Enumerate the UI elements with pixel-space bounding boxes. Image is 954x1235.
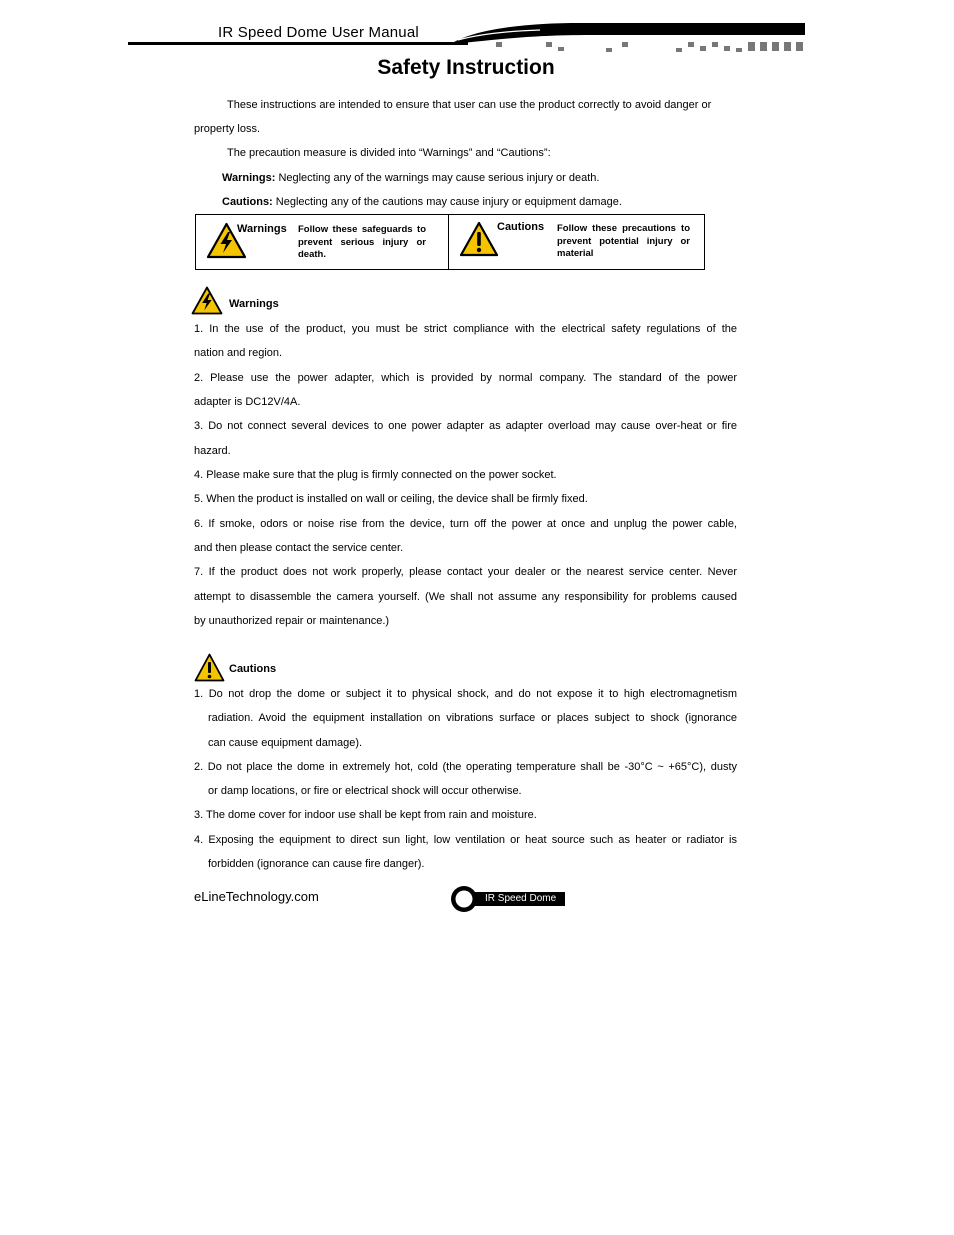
caution-item-line: forbidden (ignorance can cause fire danger). — [208, 858, 425, 870]
header-decoration — [440, 20, 810, 54]
intro-line: property loss. — [194, 123, 261, 135]
cautions-heading: Cautions — [229, 663, 277, 675]
warning-item-line: hazard. — [194, 445, 231, 457]
legend-warnings-title: Warnings — [237, 223, 287, 235]
exclamation-caution-icon — [459, 221, 499, 257]
footer-website: eLineTechnology.com — [194, 889, 319, 904]
warning-item-line: 6. If smoke, odors or noise rise from the device, turn off the power at once and unplug the power cable, — [194, 518, 737, 530]
warnings-definition-text: Neglecting any of the warnings may cause serious injury or death. — [278, 172, 600, 184]
caution-item-line: 1. Do not drop the dome or subject it to physical shock, and do not expose it to high electromagnetism — [194, 688, 737, 700]
page-title: Safety Instruction — [377, 56, 555, 79]
caution-item-line: 4. Exposing the equipment to direct sun light, low ventilation or heat source such as heater or radiator is — [194, 834, 737, 846]
warning-item-line: 3. Do not connect several devices to one power adapter as adapter overload may cause over-heat or fire — [194, 420, 737, 432]
warning-item-line: nation and region. — [194, 347, 283, 359]
intro-line: The precaution measure is divided into “Warnings” and “Cautions”: — [227, 147, 551, 159]
warning-item-line: attempt to disassemble the camera yourself. (We shall not assume any responsibility for problems caused — [194, 591, 737, 603]
warning-item-line: 1. In the use of the product, you must be strict compliance with the electrical safety regulations of the — [194, 323, 737, 335]
legend-cautions-desc: Follow these precautions to prevent potential injury or material — [557, 223, 690, 259]
header-rule — [128, 42, 468, 45]
warning-item-line: by unauthorized repair or maintenance.) — [194, 615, 390, 627]
caution-item-line: 2. Do not place the dome in extremely hot, cold (the operating temperature shall be -30°C ~ +65°C), dusty — [194, 761, 737, 773]
legend-divider — [448, 215, 449, 269]
cautions-definition — [222, 195, 622, 209]
caution-item-line: or damp locations, or fire or electrical shock will occur otherwise. — [208, 785, 522, 797]
warning-item-line: 2. Please use the power adapter, which is provided by normal company. The standard of the power — [194, 372, 737, 384]
header-title: IR Speed Dome User Manual — [218, 24, 419, 41]
warning-item-line: adapter is DC12V/4A. — [194, 396, 301, 408]
warning-item-line: 7. If the product does not work properly, please contact your dealer or the nearest service center. Never — [194, 566, 737, 578]
legend-warnings-desc: Follow these safeguards to prevent serious injury or death. — [298, 224, 426, 260]
warnings-definition-label: Warnings: — [222, 172, 276, 184]
legend-cautions-title: Cautions — [497, 221, 545, 233]
lightning-warning-icon — [191, 286, 223, 315]
warning-item-line: and then please contact the service center. — [194, 542, 404, 554]
cautions-definition-text: Neglecting any of the cautions may cause injury or equipment damage. — [275, 196, 622, 208]
warning-item-line: 4. Please make sure that the plug is firmly connected on the power socket. — [194, 469, 557, 481]
warnings-heading: Warnings — [229, 298, 279, 310]
legend-box — [195, 214, 705, 270]
footer-logo-text: IR Speed Dome — [485, 893, 557, 904]
exclamation-caution-icon — [194, 653, 225, 682]
warning-item-line: 5. When the product is installed on wall or ceiling, the device shall be firmly fixed. — [194, 493, 588, 505]
warnings-definition — [222, 171, 599, 185]
cautions-definition-label: Cautions: — [222, 196, 273, 208]
caution-item-line: radiation. Avoid the equipment installation on vibrations surface or places subject to shock (ignorance — [208, 712, 737, 724]
intro-line: These instructions are intended to ensure that user can use the product correctly to avoid danger or — [227, 99, 712, 111]
caution-item-line: 3. The dome cover for indoor use shall be kept from rain and moisture. — [194, 809, 537, 821]
caution-item-line: can cause equipment damage). — [208, 737, 363, 749]
